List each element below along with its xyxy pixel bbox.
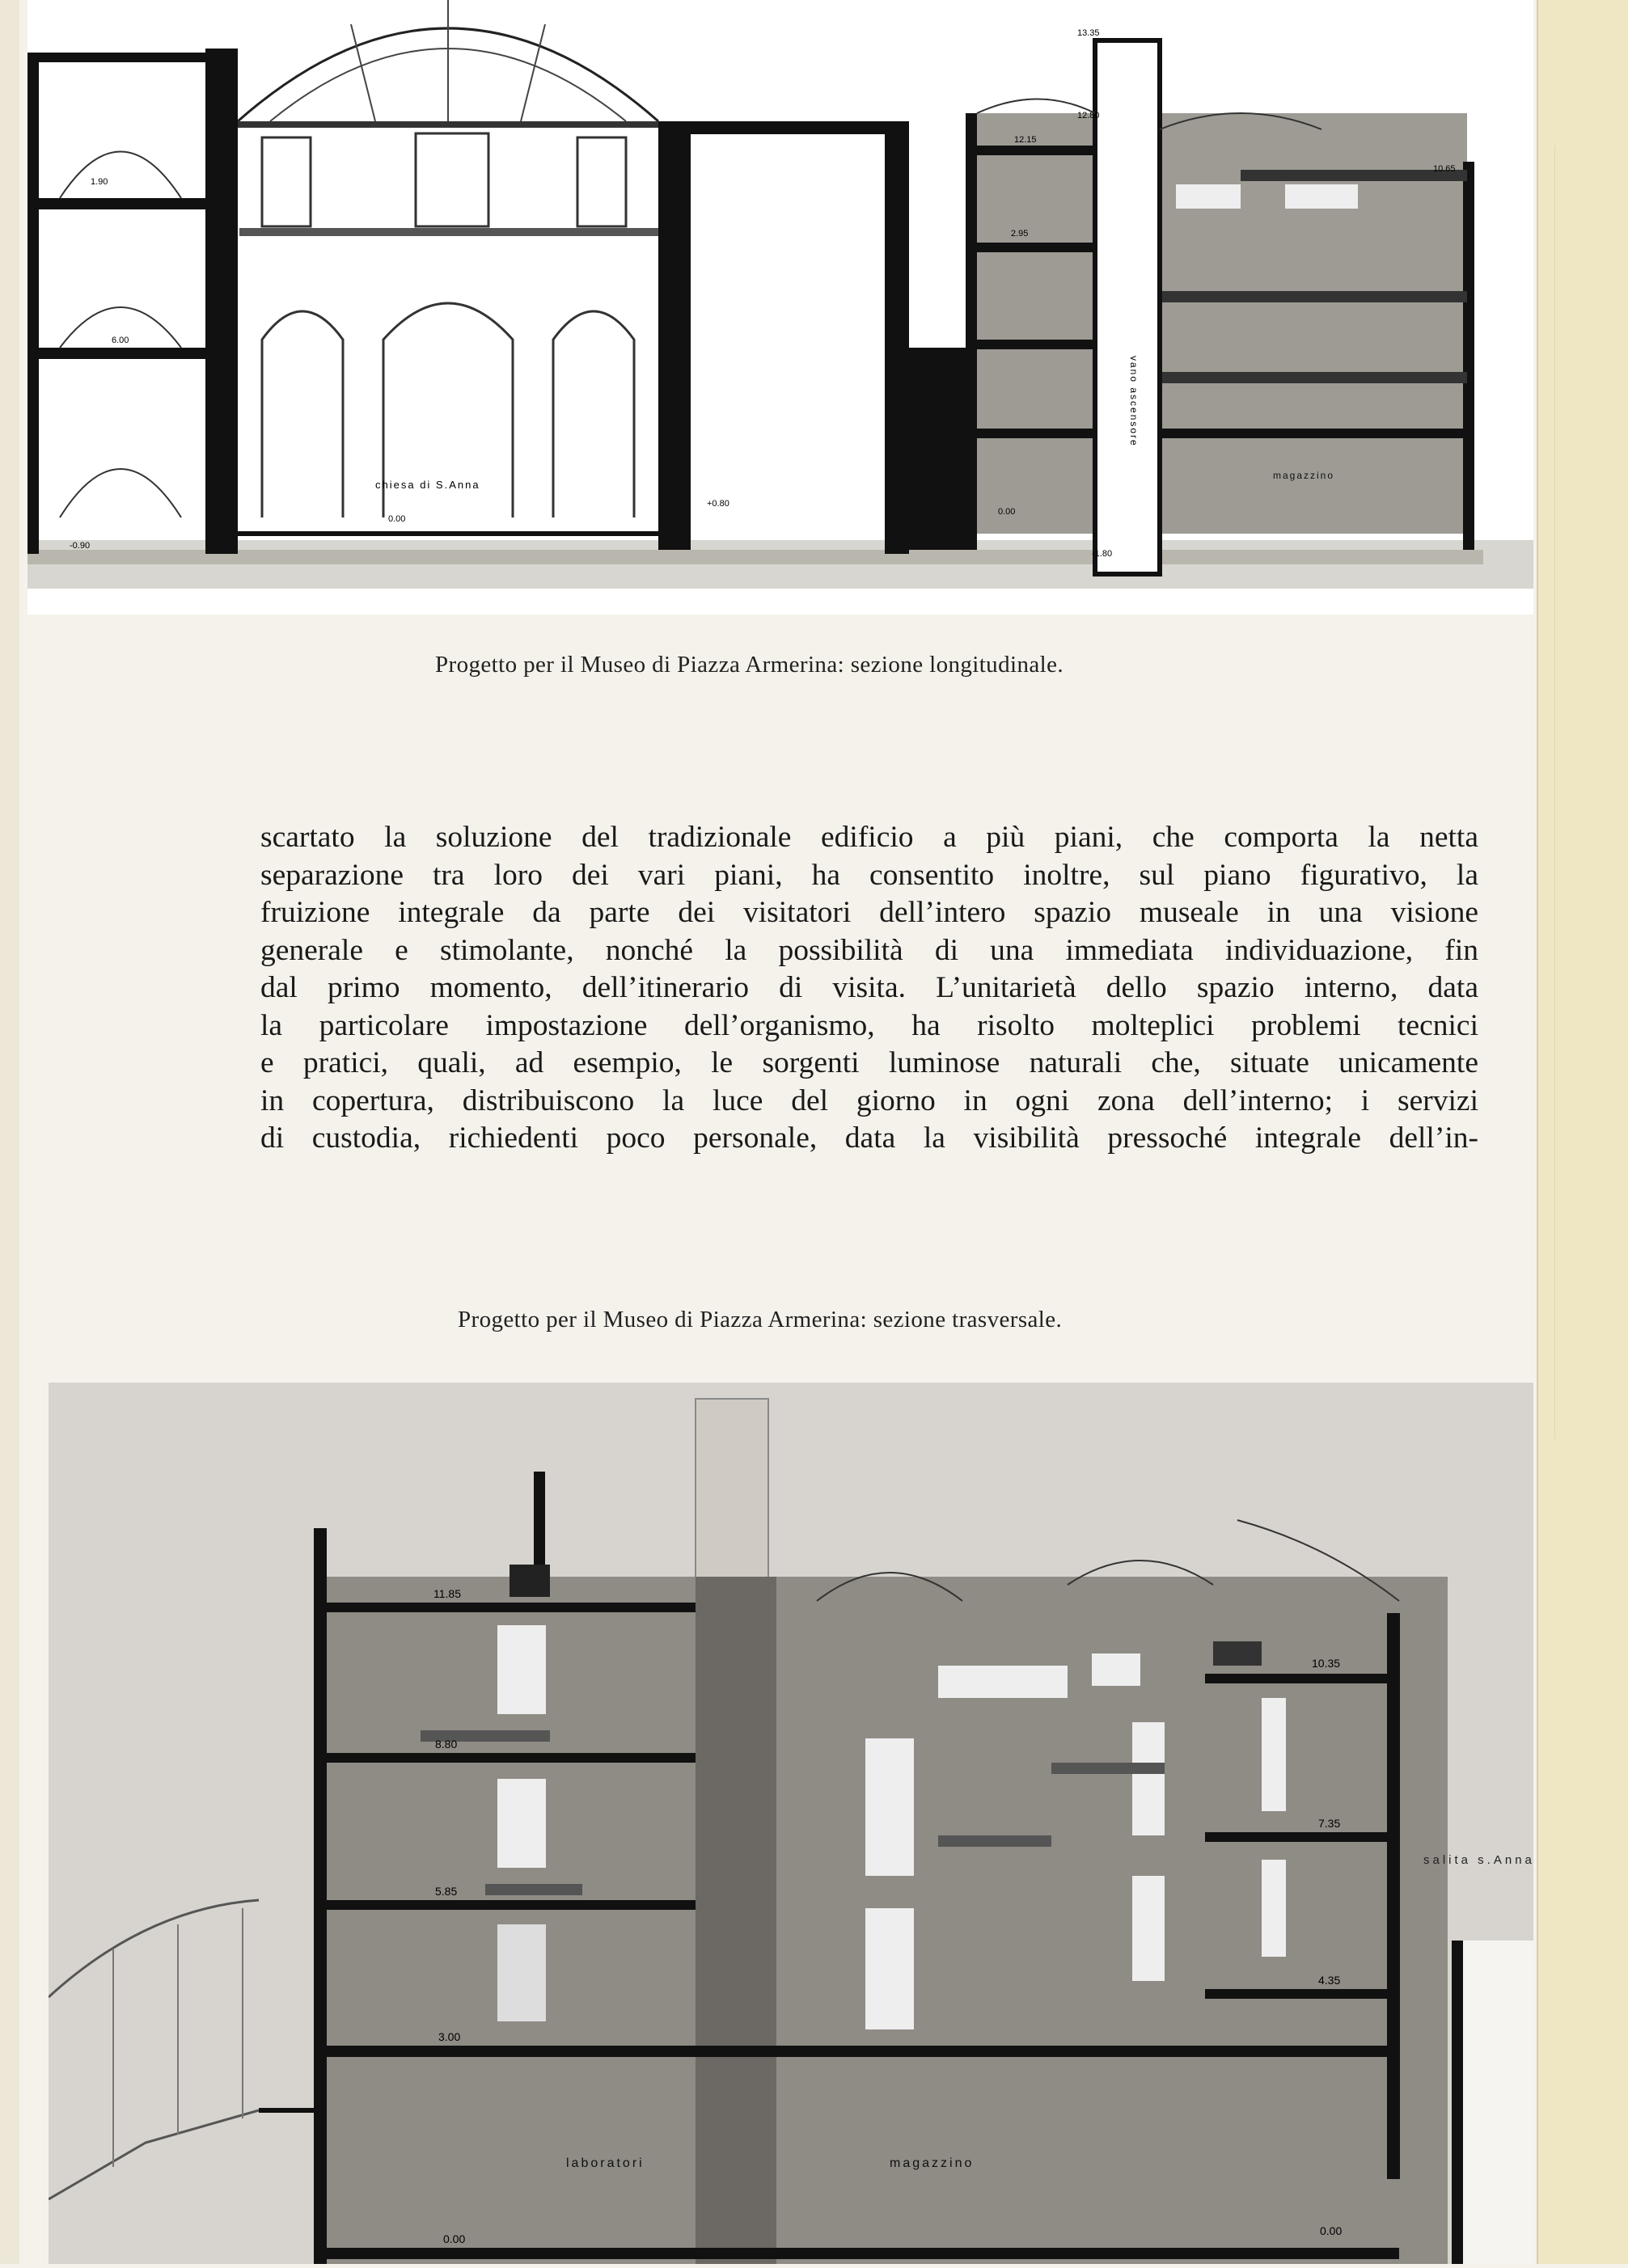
level-label: 0.00 [1320, 2224, 1343, 2237]
level-label: 1.90 [91, 177, 108, 187]
level-label: 11.85 [433, 1587, 461, 1600]
facing-page-edge [1537, 0, 1628, 2264]
level-label: 10.65 [1433, 164, 1456, 174]
body-line: fruizione integrale da parte dei visitatori dell’intero spazio museale in una visione [260, 896, 1478, 929]
level-label: -1.80 [1092, 549, 1113, 559]
caption-longitudinal-section: Progetto per il Museo di Piazza Armerina: sezione longitudinale. [435, 652, 1063, 678]
storage-label: magazzino [890, 2156, 975, 2170]
body-line: dal primo momento, dell’itinerario di visita. L’unitarietà dello spazio interno, data [260, 971, 1478, 1004]
elevator-label: vano ascensore [1128, 356, 1140, 447]
level-label: 6.00 [112, 336, 129, 345]
transversal-section-drawing [49, 1383, 1533, 2264]
body-line: separazione tra loro dei vari piani, ha consentito inoltre, sul piano figurativo, la [260, 858, 1478, 892]
body-line: e pratici, quali, ad esempio, le sorgenti luminose naturali che, situate unicamente [260, 1046, 1478, 1079]
body-line: scartato la soluzione del tradizionale edificio a più piani, che comporta la netta [260, 821, 1478, 854]
level-label: 0.00 [388, 514, 406, 524]
level-label: 12.15 [1014, 135, 1037, 145]
level-label: 12.80 [1077, 111, 1100, 120]
body-line: di custodia, richiedenti poco personale, data la visibilità pressoché integrale dell’in- [260, 1121, 1478, 1155]
level-label: 5.85 [435, 1885, 458, 1898]
level-label: 0.00 [998, 507, 1016, 517]
page-gutter [0, 0, 19, 2264]
level-label: -0.90 [70, 541, 91, 551]
church-label: chiesa di S.Anna [375, 479, 480, 491]
laboratories-label: laboratori [566, 2156, 645, 2170]
level-label: 10.35 [1312, 1657, 1341, 1670]
level-label: 13.35 [1077, 28, 1100, 38]
longitudinal-section-drawing [27, 0, 1533, 615]
caption-transversal-section: Progetto per il Museo di Piazza Armerina: sezione trasversale. [458, 1307, 1063, 1333]
storage-label: magazzino [1273, 470, 1335, 481]
body-line: la particolare impostazione dell’organismo, ha risolto molteplici problemi tecnici [260, 1008, 1478, 1042]
body-text [260, 819, 1478, 1158]
level-label: 0.00 [443, 2232, 466, 2245]
level-label: 3.00 [438, 2030, 461, 2043]
level-label: 4.35 [1318, 1974, 1341, 1987]
body-line: generale e stimolante, nonché la possibilità di una immediata individuazione, fin [260, 933, 1478, 967]
level-label: 8.80 [435, 1738, 458, 1751]
street-label: salita s.Anna [1423, 1853, 1533, 1867]
level-label: 2.95 [1011, 229, 1029, 239]
level-label: 7.35 [1318, 1817, 1341, 1830]
body-line: in copertura, distribuiscono la luce del giorno in ogni zona dell’interno; i servizi [260, 1083, 1478, 1117]
level-label: +0.80 [707, 499, 729, 509]
